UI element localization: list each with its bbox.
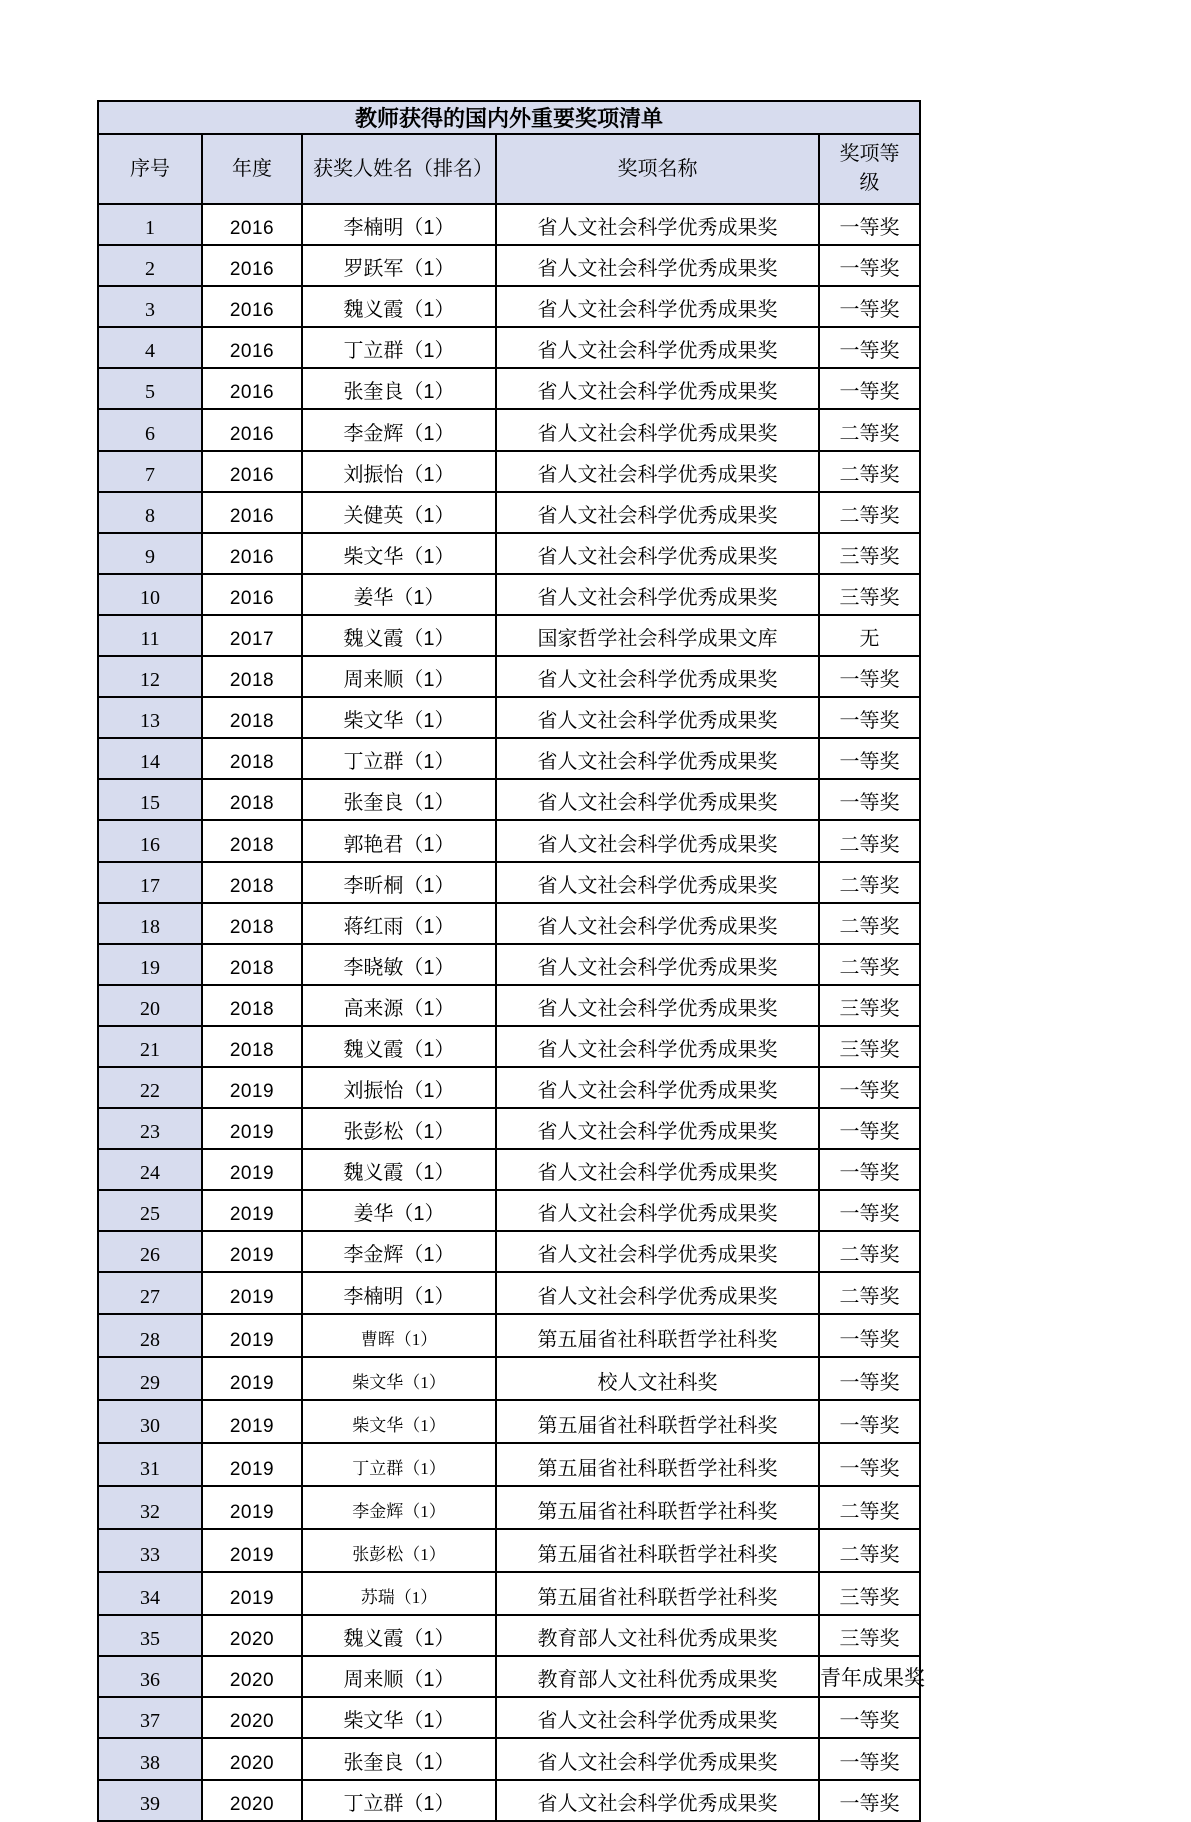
index-cell: 33	[98, 1529, 202, 1572]
table-row	[98, 492, 920, 533]
name-cell: 张彭松（1）	[302, 1108, 496, 1149]
table-row	[98, 409, 920, 450]
index-cell: 37	[98, 1697, 202, 1738]
name-cell: 张奎良（1）	[302, 368, 496, 409]
table-row	[98, 1780, 920, 1821]
level-cell: 一等奖	[819, 697, 920, 738]
year-cell: 2019	[202, 1190, 302, 1231]
award-cell: 省人文社会科学优秀成果奖	[496, 944, 819, 985]
year-cell: 2019	[202, 1400, 302, 1443]
name-cell: 曹晖（1）	[302, 1314, 496, 1357]
year-cell: 2018	[202, 697, 302, 738]
year-cell: 2019	[202, 1272, 302, 1313]
year-cell: 2019	[202, 1231, 302, 1272]
year-cell: 2018	[202, 738, 302, 779]
year-cell: 2016	[202, 327, 302, 368]
index-cell: 6	[98, 409, 202, 450]
year-cell: 2019	[202, 1108, 302, 1149]
year-cell: 2016	[202, 492, 302, 533]
level-cell: 一等奖	[819, 1067, 920, 1108]
year-cell: 2019	[202, 1149, 302, 1190]
award-cell: 省人文社会科学优秀成果奖	[496, 1272, 819, 1313]
award-cell: 省人文社会科学优秀成果奖	[496, 1780, 819, 1821]
table-row	[98, 820, 920, 861]
index-cell: 11	[98, 615, 202, 656]
index-cell: 4	[98, 327, 202, 368]
name-cell: 李楠明（1）	[302, 1272, 496, 1313]
year-cell: 2016	[202, 368, 302, 409]
table-title: 教师获得的国内外重要奖项清单	[98, 101, 920, 134]
year-cell: 2020	[202, 1780, 302, 1821]
name-cell: 李楠明（1）	[302, 204, 496, 245]
name-cell: 刘振怡（1）	[302, 451, 496, 492]
year-cell: 2016	[202, 451, 302, 492]
index-cell: 39	[98, 1780, 202, 1821]
level-cell: 二等奖	[819, 1272, 920, 1313]
table-row	[98, 1572, 920, 1615]
table-row	[98, 1615, 920, 1656]
year-cell: 2016	[202, 409, 302, 450]
year-cell: 2020	[202, 1656, 302, 1697]
index-cell: 17	[98, 862, 202, 903]
name-cell: 张奎良（1）	[302, 779, 496, 820]
column-header-name: 获奖人姓名（排名）	[302, 134, 496, 204]
award-cell: 省人文社会科学优秀成果奖	[496, 1108, 819, 1149]
table-row	[98, 738, 920, 779]
index-cell: 10	[98, 574, 202, 615]
name-cell: 关健英（1）	[302, 492, 496, 533]
index-cell: 18	[98, 903, 202, 944]
level-cell: 一等奖	[819, 286, 920, 327]
index-cell: 14	[98, 738, 202, 779]
award-cell: 省人文社会科学优秀成果奖	[496, 697, 819, 738]
award-cell: 省人文社会科学优秀成果奖	[496, 862, 819, 903]
level-cell: 一等奖	[819, 738, 920, 779]
index-cell: 16	[98, 820, 202, 861]
level-cell: 二等奖	[819, 862, 920, 903]
name-cell: 李金辉（1）	[302, 1486, 496, 1529]
award-cell: 第五届省社科联哲学社科奖	[496, 1529, 819, 1572]
column-header-level: 奖项等级	[819, 134, 920, 204]
level-cell: 三等奖	[819, 985, 920, 1026]
award-cell: 省人文社会科学优秀成果奖	[496, 1149, 819, 1190]
table-body	[98, 101, 925, 1821]
table-row	[98, 1067, 920, 1108]
table-row	[98, 985, 920, 1026]
level-cell: 一等奖	[819, 1108, 920, 1149]
index-cell: 1	[98, 204, 202, 245]
level-cell: 一等奖	[819, 1738, 920, 1779]
name-cell: 张彭松（1）	[302, 1529, 496, 1572]
award-cell: 第五届省社科联哲学社科奖	[496, 1486, 819, 1529]
table-row	[98, 1443, 920, 1486]
level-cell: 三等奖	[819, 533, 920, 574]
award-cell: 省人文社会科学优秀成果奖	[496, 1067, 819, 1108]
award-cell: 省人文社会科学优秀成果奖	[496, 327, 819, 368]
table-row	[98, 245, 920, 286]
index-cell: 35	[98, 1615, 202, 1656]
name-cell: 柴文华（1）	[302, 1400, 496, 1443]
level-cell: 二等奖	[819, 820, 920, 861]
table-row	[98, 1400, 920, 1443]
award-cell: 省人文社会科学优秀成果奖	[496, 409, 819, 450]
year-cell: 2018	[202, 820, 302, 861]
name-cell: 魏义霞（1）	[302, 1149, 496, 1190]
table-row	[98, 1026, 920, 1067]
index-cell: 34	[98, 1572, 202, 1615]
index-cell: 31	[98, 1443, 202, 1486]
name-cell: 刘振怡（1）	[302, 1067, 496, 1108]
index-cell: 30	[98, 1400, 202, 1443]
table-row	[98, 903, 920, 944]
table-row	[98, 862, 920, 903]
table-row	[98, 368, 920, 409]
table-row	[98, 1231, 920, 1272]
index-cell: 24	[98, 1149, 202, 1190]
index-cell: 19	[98, 944, 202, 985]
table-row	[98, 1108, 920, 1149]
level-cell: 一等奖	[819, 204, 920, 245]
name-cell: 周来顺（1）	[302, 656, 496, 697]
index-cell: 21	[98, 1026, 202, 1067]
award-cell: 省人文社会科学优秀成果奖	[496, 1738, 819, 1779]
level-cell: 一等奖	[819, 779, 920, 820]
index-cell: 3	[98, 286, 202, 327]
award-cell: 省人文社会科学优秀成果奖	[496, 533, 819, 574]
level-cell: 一等奖	[819, 1400, 920, 1443]
award-cell: 省人文社会科学优秀成果奖	[496, 574, 819, 615]
name-cell: 李金辉（1）	[302, 1231, 496, 1272]
year-cell: 2016	[202, 245, 302, 286]
index-cell: 27	[98, 1272, 202, 1313]
level-cell: 二等奖	[819, 492, 920, 533]
level-cell: 二等奖	[819, 903, 920, 944]
year-cell: 2020	[202, 1697, 302, 1738]
name-cell: 周来顺（1）	[302, 1656, 496, 1697]
year-cell: 2016	[202, 533, 302, 574]
award-cell: 国家哲学社会科学成果文库	[496, 615, 819, 656]
award-cell: 省人文社会科学优秀成果奖	[496, 1697, 819, 1738]
level-cell: 一等奖	[819, 1314, 920, 1357]
year-cell: 2016	[202, 204, 302, 245]
table-row	[98, 533, 920, 574]
table-row	[98, 1357, 920, 1400]
name-cell: 魏义霞（1）	[302, 1615, 496, 1656]
index-cell: 12	[98, 656, 202, 697]
name-cell: 魏义霞（1）	[302, 286, 496, 327]
name-cell: 李昕桐（1）	[302, 862, 496, 903]
year-cell: 2018	[202, 862, 302, 903]
table-row	[98, 1272, 920, 1313]
table-row	[98, 1656, 920, 1697]
award-cell: 省人文社会科学优秀成果奖	[496, 903, 819, 944]
award-cell: 第五届省社科联哲学社科奖	[496, 1572, 819, 1615]
award-cell: 校人文社科奖	[496, 1357, 819, 1400]
level-cell: 二等奖	[819, 1486, 920, 1529]
index-cell: 28	[98, 1314, 202, 1357]
name-cell: 李晓敏（1）	[302, 944, 496, 985]
table-row	[98, 1190, 920, 1231]
index-cell: 25	[98, 1190, 202, 1231]
index-cell: 23	[98, 1108, 202, 1149]
table-row	[98, 574, 920, 615]
index-cell: 32	[98, 1486, 202, 1529]
year-cell: 2019	[202, 1486, 302, 1529]
table-title-row	[98, 101, 920, 134]
level-cell: 一等奖	[819, 368, 920, 409]
name-cell: 柴文华（1）	[302, 697, 496, 738]
award-cell: 省人文社会科学优秀成果奖	[496, 204, 819, 245]
year-cell: 2019	[202, 1314, 302, 1357]
index-cell: 26	[98, 1231, 202, 1272]
table-row	[98, 944, 920, 985]
level-cell: 二等奖	[819, 944, 920, 985]
name-cell: 高来源（1）	[302, 985, 496, 1026]
awards-table-container	[97, 100, 925, 1822]
name-cell: 丁立群（1）	[302, 1780, 496, 1821]
name-cell: 魏义霞（1）	[302, 1026, 496, 1067]
award-cell: 第五届省社科联哲学社科奖	[496, 1314, 819, 1357]
level-cell: 二等奖	[819, 1529, 920, 1572]
table-row	[98, 204, 920, 245]
level-cell: 无	[819, 615, 920, 656]
level-cell: 一等奖	[819, 1149, 920, 1190]
name-cell: 罗跃军（1）	[302, 245, 496, 286]
name-cell: 姜华（1）	[302, 1190, 496, 1231]
year-cell: 2020	[202, 1615, 302, 1656]
index-cell: 2	[98, 245, 202, 286]
table-row	[98, 1738, 920, 1779]
year-cell: 2020	[202, 1738, 302, 1779]
table-row	[98, 697, 920, 738]
index-cell: 9	[98, 533, 202, 574]
name-cell: 丁立群（1）	[302, 1443, 496, 1486]
table-row	[98, 327, 920, 368]
award-cell: 省人文社会科学优秀成果奖	[496, 1190, 819, 1231]
table-row	[98, 451, 920, 492]
column-header-award: 奖项名称	[496, 134, 819, 204]
table-row	[98, 286, 920, 327]
award-cell: 省人文社会科学优秀成果奖	[496, 245, 819, 286]
year-cell: 2018	[202, 985, 302, 1026]
year-cell: 2016	[202, 574, 302, 615]
table-row	[98, 1314, 920, 1357]
level-cell: 三等奖	[819, 1615, 920, 1656]
award-cell: 省人文社会科学优秀成果奖	[496, 368, 819, 409]
name-cell: 魏义霞（1）	[302, 615, 496, 656]
index-cell: 20	[98, 985, 202, 1026]
table-row	[98, 1149, 920, 1190]
year-cell: 2018	[202, 779, 302, 820]
table-header-row	[98, 134, 920, 204]
award-cell: 省人文社会科学优秀成果奖	[496, 1026, 819, 1067]
name-cell: 柴文华（1）	[302, 1357, 496, 1400]
level-cell: 一等奖	[819, 1697, 920, 1738]
index-cell: 7	[98, 451, 202, 492]
year-cell: 2019	[202, 1443, 302, 1486]
table-row	[98, 1486, 920, 1529]
name-cell: 柴文华（1）	[302, 1697, 496, 1738]
column-header-index: 序号	[98, 134, 202, 204]
name-cell: 丁立群（1）	[302, 327, 496, 368]
award-cell: 省人文社会科学优秀成果奖	[496, 286, 819, 327]
name-cell: 蒋红雨（1）	[302, 903, 496, 944]
year-cell: 2018	[202, 903, 302, 944]
award-cell: 省人文社会科学优秀成果奖	[496, 451, 819, 492]
index-cell: 8	[98, 492, 202, 533]
awards-table	[97, 100, 925, 1822]
index-cell: 5	[98, 368, 202, 409]
year-cell: 2017	[202, 615, 302, 656]
table-row	[98, 615, 920, 656]
index-cell: 29	[98, 1357, 202, 1400]
level-cell: 二等奖	[819, 1231, 920, 1272]
year-cell: 2019	[202, 1357, 302, 1400]
level-cell: 三等奖	[819, 1572, 920, 1615]
name-cell: 郭艳君（1）	[302, 820, 496, 861]
level-cell: 三等奖	[819, 1026, 920, 1067]
level-cell: 一等奖	[819, 1780, 920, 1821]
level-cell: 三等奖	[819, 574, 920, 615]
award-cell: 教育部人文社科优秀成果奖	[496, 1656, 819, 1697]
name-cell: 李金辉（1）	[302, 409, 496, 450]
level-cell: 二等奖	[819, 409, 920, 450]
name-cell: 柴文华（1）	[302, 533, 496, 574]
award-cell: 省人文社会科学优秀成果奖	[496, 820, 819, 861]
index-cell: 22	[98, 1067, 202, 1108]
year-cell: 2019	[202, 1067, 302, 1108]
level-cell: 青年成果奖	[819, 1656, 920, 1697]
table-row	[98, 1697, 920, 1738]
level-cell: 一等奖	[819, 1190, 920, 1231]
year-cell: 2019	[202, 1529, 302, 1572]
year-cell: 2016	[202, 286, 302, 327]
year-cell: 2018	[202, 656, 302, 697]
name-cell: 姜华（1）	[302, 574, 496, 615]
award-cell: 第五届省社科联哲学社科奖	[496, 1443, 819, 1486]
award-cell: 省人文社会科学优秀成果奖	[496, 1231, 819, 1272]
award-cell: 省人文社会科学优秀成果奖	[496, 779, 819, 820]
level-cell: 一等奖	[819, 1443, 920, 1486]
award-cell: 省人文社会科学优秀成果奖	[496, 492, 819, 533]
level-cell: 一等奖	[819, 1357, 920, 1400]
index-cell: 13	[98, 697, 202, 738]
name-cell: 丁立群（1）	[302, 738, 496, 779]
index-cell: 36	[98, 1656, 202, 1697]
column-header-year: 年度	[202, 134, 302, 204]
table-row	[98, 1529, 920, 1572]
award-cell: 省人文社会科学优秀成果奖	[496, 656, 819, 697]
index-cell: 38	[98, 1738, 202, 1779]
year-cell: 2018	[202, 944, 302, 985]
level-cell: 二等奖	[819, 451, 920, 492]
year-cell: 2019	[202, 1572, 302, 1615]
index-cell: 15	[98, 779, 202, 820]
award-cell: 省人文社会科学优秀成果奖	[496, 985, 819, 1026]
name-cell: 张奎良（1）	[302, 1738, 496, 1779]
name-cell: 苏瑞（1）	[302, 1572, 496, 1615]
level-cell: 一等奖	[819, 245, 920, 286]
table-row	[98, 656, 920, 697]
table-row	[98, 779, 920, 820]
award-cell: 教育部人文社科优秀成果奖	[496, 1615, 819, 1656]
award-cell: 第五届省社科联哲学社科奖	[496, 1400, 819, 1443]
year-cell: 2018	[202, 1026, 302, 1067]
level-cell: 一等奖	[819, 656, 920, 697]
award-cell: 省人文社会科学优秀成果奖	[496, 738, 819, 779]
level-cell: 一等奖	[819, 327, 920, 368]
